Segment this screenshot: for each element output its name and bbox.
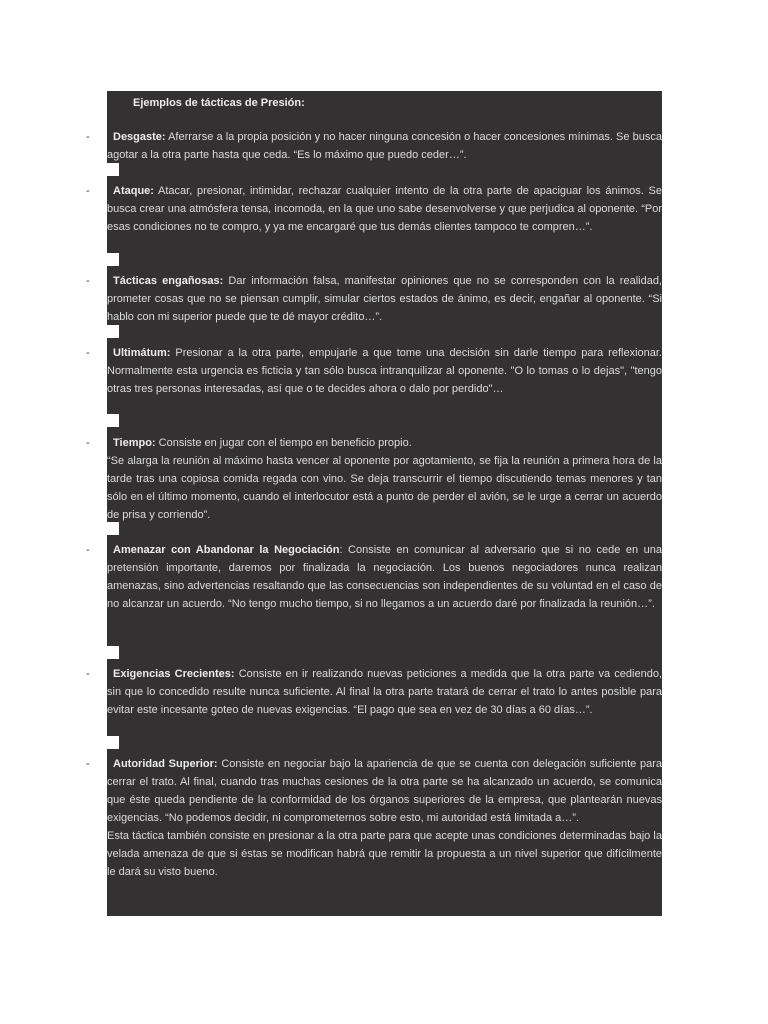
item-term: Exigencias Crecientes: [113, 668, 235, 680]
panel-notch [107, 253, 119, 266]
list-item [107, 272, 662, 326]
item-term: Tiempo: [113, 437, 156, 449]
list-item [107, 344, 662, 398]
item-term: Amenazar con Abandonar la Negociación [113, 544, 340, 556]
item-extra: Esta táctica también consiste en presionar a la otra parte para que acepte unas condiciones determinadas bajo la velada amenaza de que si éstas se modifican habrá que remitir la propuesta a un nivel superior que difícilmente le dará su visto bueno. [107, 830, 662, 878]
panel-notch [107, 325, 119, 338]
item-text: Atacar, presionar, intimidar, rechazar cualquier intento de la otra parte de apaciguar los ánimos. Se busca crear una atmósfera tensa, incomoda, en la que uno sabe desenvolverse y que perjudica al oponente. “Por esas condiciones no te compro, y ya me encargaré que tus demás clientes tampoco te compren…”. [107, 185, 662, 233]
bullet-marker: - [86, 668, 90, 680]
panel-gap [107, 629, 662, 664]
list-item [107, 665, 662, 719]
item-text: Presionar a la otra parte, empujarle a que tome una decisión sin darle tiempo para reflexionar. Normalmente esta urgencia es ficticia y tan sólo busca intranquilizar al oponente. "O lo tomas o lo dejas", "tengo otras tres personas interesadas, así que o te decides ahora o dalo por perdido"… [107, 347, 662, 395]
bullet-marker: - [86, 758, 90, 770]
list-item [107, 182, 662, 236]
item-term: Tácticas engañosas: [113, 275, 224, 287]
bullet-marker: - [86, 185, 90, 197]
panel-notch [107, 736, 119, 749]
item-text: Consiste en ir realizando nuevas peticiones a medida que la otra parte va cediendo, sin que lo concedido resulte nunca suficiente. Al final la otra parte tratará de cerrar el trato lo antes posible para evitar este incesante goteo de nuevas exigencias. “El pago que sea en vez de 30 días a 60 días…”. [107, 668, 662, 716]
bullet-marker: - [86, 544, 90, 556]
item-extra: “Se alarga la reunión al máximo hasta vencer al oponente por agotamiento, se fija la reunión a primera hora de la tarde tras una copiosa comida regada con vino. Se deja transcurrir el tiempo discutiendo temas menores y tan sólo en el último momento, cuando el interlocutor está a punto de perder el avión, se le urge a cerrar un acuerdo de prisa y corriendo”. [107, 455, 662, 521]
panel-notch [107, 414, 119, 427]
item-text: : Consiste en comunicar al adversario que si no cede en una pretensión importante, daremos por finalizada la negociación. Los buenos negociadores nunca realizan amenazas, sino advertencias resaltando que las consecuencias son independientes de su voluntad en el caso de no alcanzar un acuerdo. “No tengo mucho tiempo, si no llegamos a un acuerdo daré por finalizada la reunión…”. [107, 544, 662, 610]
panel-notch [107, 163, 119, 176]
document-title: Ejemplos de tácticas de Presión: [133, 97, 305, 109]
bullet-marker: - [86, 437, 90, 449]
item-term: Autoridad Superior: [113, 758, 218, 770]
item-text: Consiste en jugar con el tiempo en beneficio propio. [155, 437, 412, 449]
list-item [107, 128, 662, 164]
list-item [107, 755, 662, 881]
item-term: Ataque: [113, 185, 154, 197]
bullet-marker: - [86, 275, 90, 287]
panel-notch [107, 646, 119, 659]
bullet-marker: - [86, 347, 90, 359]
item-text: Aferrarse a la propia posición y no hacer ninguna concesión o hacer concesiones mínimas. Se busca agotar a la otra parte hasta que ceda. “Es lo máximo que puedo ceder…”. [107, 131, 662, 161]
list-item [107, 541, 662, 613]
item-text: Consiste en negociar bajo la apariencia de que se cuenta con delegación suficiente para cerrar el trato. Al final, cuando tras muchas cesiones de la otra parte se ha alcanzado un acuerdo, se comunica que éste queda pendiente de la conformidad de los órganos superiores de la empresa, que plantearán nuevas exigencias. “No podemos decidir, ni comprometernos sobre esto, mi autoridad está limitada a…”. [107, 758, 662, 824]
bullet-marker: - [86, 131, 90, 143]
item-term: Desgaste: [113, 131, 166, 143]
item-term: Ultimátum: [113, 347, 171, 359]
list-item [107, 434, 662, 524]
item-text: Dar información falsa, manifestar opiniones que no se corresponden con la realidad, prometer cosas que no se piensan cumplir, simular ciertos estados de ánimo, es decir, engañar al oponente. “Si hablo con mi superior puede que te dé mayor crédito…”. [107, 275, 662, 323]
